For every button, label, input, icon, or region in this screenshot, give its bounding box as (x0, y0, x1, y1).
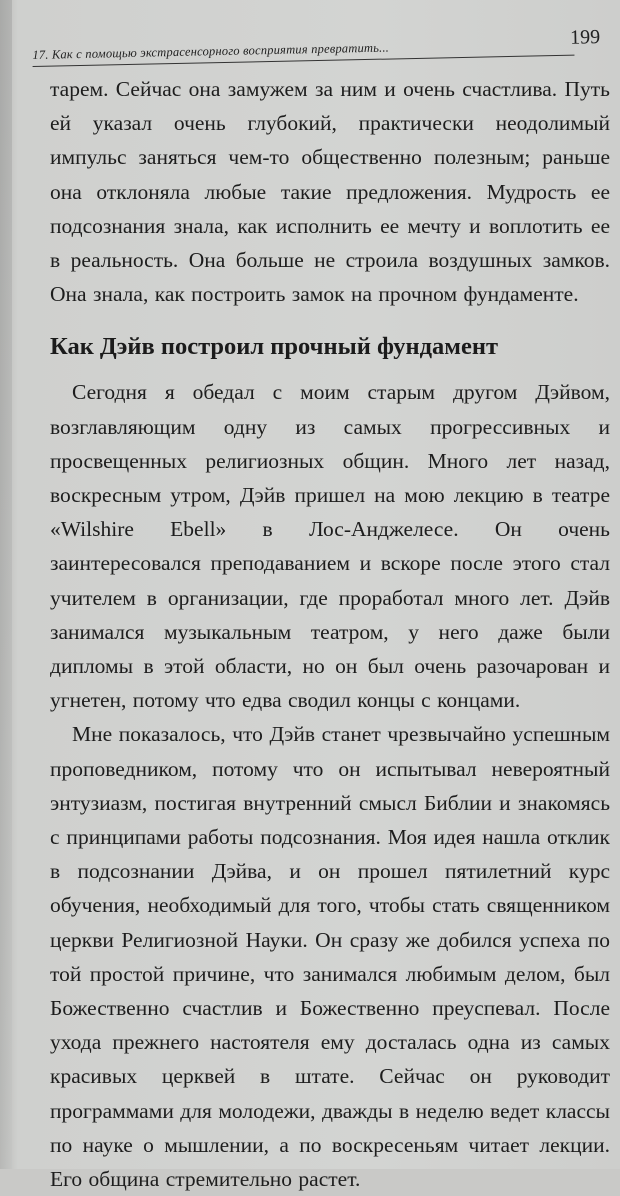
page-number: 199 (569, 26, 601, 49)
running-title: 17. Как с помощью экстрасенсорного восприятия превратить... (32, 40, 390, 62)
running-header (32, 26, 601, 72)
paragraph: Мне показалось, что Дэйв станет чрезвычайно успешным проповедником, потому что он испытывал невероятный энтузиазм, постигая внутренний смысл Библии и знакомясь с принципами работы подсознания. Моя идея нашла отклик в подсознании Дэйва, и он прошел пятилетний курс обучения, необходимый для того, чтобы стать священником церкви Религиозной Науки. Он сразу же добился успеха по той простой причине, что занимался любимым делом, был Божественно счастлив и Божественно преуспевал. После ухода прежнего настоятеля ему досталась одна из самых красивых церквей в штате. Сейчас он руководит программами для молодежи, дважды в неделю ведет классы по науке о мышлении, а по воскресеньям читает лекции. Его община стремительно растет. (50, 722, 610, 1192)
page-edge-shadow (0, 0, 12, 1169)
paragraph-continuation: тарем. Сейчас она замужем за ним и очень счастлива. Путь ей указал очень глубокий, практически неодолимый импульс заняться чем-то общественно полезным; раньше она отклоняла любые такие предложения. Мудрость ее подсознания знала, как исполнить ее мечту и воплотить ее в реальность. Она больше не строила воздушных замков. Она знала, как построить замок на прочном фундаменте. (50, 77, 610, 307)
body-text (50, 72, 610, 1196)
paragraph: Сегодня я обедал с моим старым другом Дэйвом, возглавляющим одну из самых прогрессивных и просвещенных религиозных общин. Много лет назад, воскресным утром, Дэйв пришел на мою лекцию в театре «Wilshire Ebell» в Лос-Анджелесе. Он очень заинтересовался преподаванием и вскоре после этого стал учителем в организации, где проработал много лет. Дэйв занимался музыкальным театром, у него даже были дипломы в этой области, но он был очень разочарован и угнетен, потому что едва сводил концы с концами. (50, 380, 610, 713)
section-heading: Как Дэйв построил прочный фундамент (50, 333, 499, 361)
